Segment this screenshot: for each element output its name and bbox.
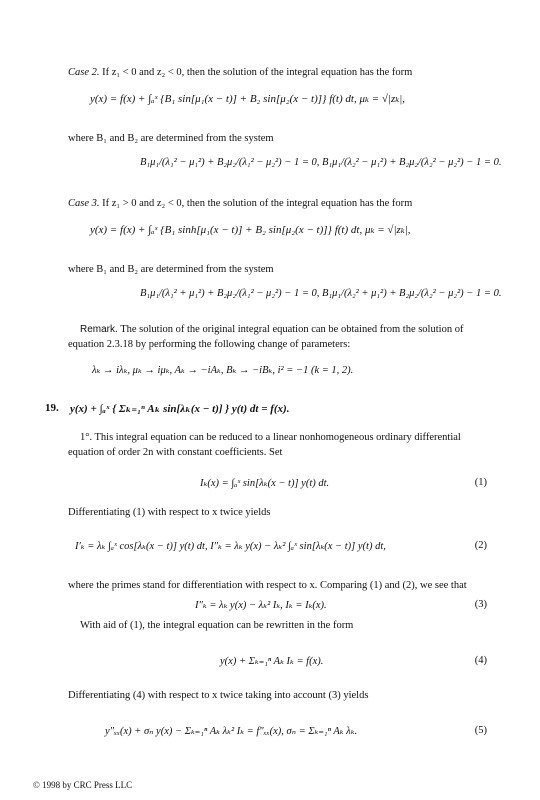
case2-where: where B₁ and B₂ are determined from the system — [68, 133, 274, 144]
p1-paragraph — [68, 430, 488, 460]
diff1-text: Differentiating (1) with respect to x twice yields — [68, 507, 271, 518]
case2-formula-text: y(x) = f(x) + ∫ₐˣ {B₁ sin[μ₁(x − t)] + B₂ sin[μ₂(x − t)]} f(t) dt, μₖ = √|zₖ|, — [90, 93, 406, 105]
case3-system-text: B₁μ₁/(λ₁² + μ₁²) + B₂μ₂/(λ₁² − μ₂²) − 1 = 0, B₁μ₁/(λ₂² + μ₁²) + B₂μ₂/(λ₂² − μ₂²) − 1 = 0. — [140, 288, 502, 299]
aid-text: With aid of (1), the integral equation can be rewritten in the form — [80, 620, 354, 631]
case2-formula — [90, 92, 405, 105]
diff4-text: Differentiating (4) with respect to x twice taking into account (3) yields — [68, 690, 369, 701]
eq4-formula: y(x) + Σₖ₌₁ⁿ Aₖ Iₖ = f(x). — [220, 656, 324, 667]
eq1-formula: Iₖ(x) = ∫ₐˣ sin[λₖ(x − t)] y(t) dt. — [200, 478, 330, 489]
case2-system — [140, 157, 501, 168]
eq1-number: (1) — [474, 477, 487, 488]
case3-text: If z₁ > 0 and z₂ < 0, then the solution of the integral equation has the form — [99, 198, 413, 209]
case2-system-text: B₁μ₁/(λ₁² − μ₁²) + B₂μ₂/(λ₁² − μ₂²) − 1 = 0, B₁μ₁/(λ₂² − μ₁²) + B₂μ₂/(λ₂² − μ₂²) − 1 = 0. — [140, 157, 502, 168]
case3-system — [140, 288, 501, 299]
eq5-formula: y″ₓₓ(x) + σₙ y(x) − Σₖ₌₁ⁿ Aₖ λₖ² Iₖ = f″ₓₓ(x), σₙ = Σₖ₌₁ⁿ Aₖ λₖ. — [105, 726, 358, 737]
eq19-formula: y(x) + ∫ₐˣ { Σₖ₌₁ⁿ Aₖ sin[λₖ(x − t)] } y(t) dt = f(x). — [70, 403, 290, 415]
remark-change: λₖ → iλₖ, μₖ → iμₖ, Aₖ → −iAₖ, Bₖ → −iBₖ, i² = −1 (k = 1, 2). — [92, 365, 354, 376]
p1-label: 1°. — [80, 432, 93, 443]
eq3-number: (3) — [474, 599, 487, 610]
case3-label: Case 3. — [68, 198, 100, 209]
case2-paragraph — [68, 65, 488, 80]
remark-label: Remark. — [80, 324, 118, 335]
remark-text: The solution of the original integral equation can be obtained from the solution of equation 2.3.18 by performing the following change of parameters: — [68, 324, 464, 350]
p1-text: This integral equation can be reduced to a linear nonhomogeneous ordinary differential equation of order 2n with constant coefficients. Set — [68, 432, 461, 458]
case3-where: where B₁ and B₂ are determined from the system — [68, 264, 274, 275]
eq2-formula: I′ₖ = λₖ ∫ₐˣ cos[λₖ(x − t)] y(t) dt, I″ₖ = λₖ y(x) − λₖ² ∫ₐˣ sin[λₖ(x − t)] y(t) dt, — [75, 541, 386, 552]
eq2-number: (2) — [474, 540, 487, 551]
case2-text: If z₁ < 0 and z₂ < 0, then the solution of the integral equation has the form — [99, 67, 413, 78]
remark-paragraph — [68, 322, 488, 352]
case3-formula — [90, 223, 411, 236]
primes-text: where the primes stand for differentiation with respect to x. Comparing (1) and (2), we see that — [68, 580, 467, 591]
case3-paragraph — [68, 196, 488, 211]
eq3-formula: I″ₖ = λₖ y(x) − λₖ² Iₖ, Iₖ = Iₖ(x). — [195, 600, 327, 611]
eq4-number: (4) — [474, 655, 487, 666]
copyright-footer: © 1998 by CRC Press LLC — [33, 780, 133, 790]
case2-label: Case 2. — [68, 67, 100, 78]
eq5-number: (5) — [474, 725, 487, 736]
case3-formula-text: y(x) = f(x) + ∫ₐˣ {B₁ sinh[μ₁(x − t)] + B₂ sin[μ₂(x − t)]} f(t) dt, μₖ = √|zₖ|, — [90, 224, 411, 236]
eq19-number: 19. — [45, 402, 59, 414]
